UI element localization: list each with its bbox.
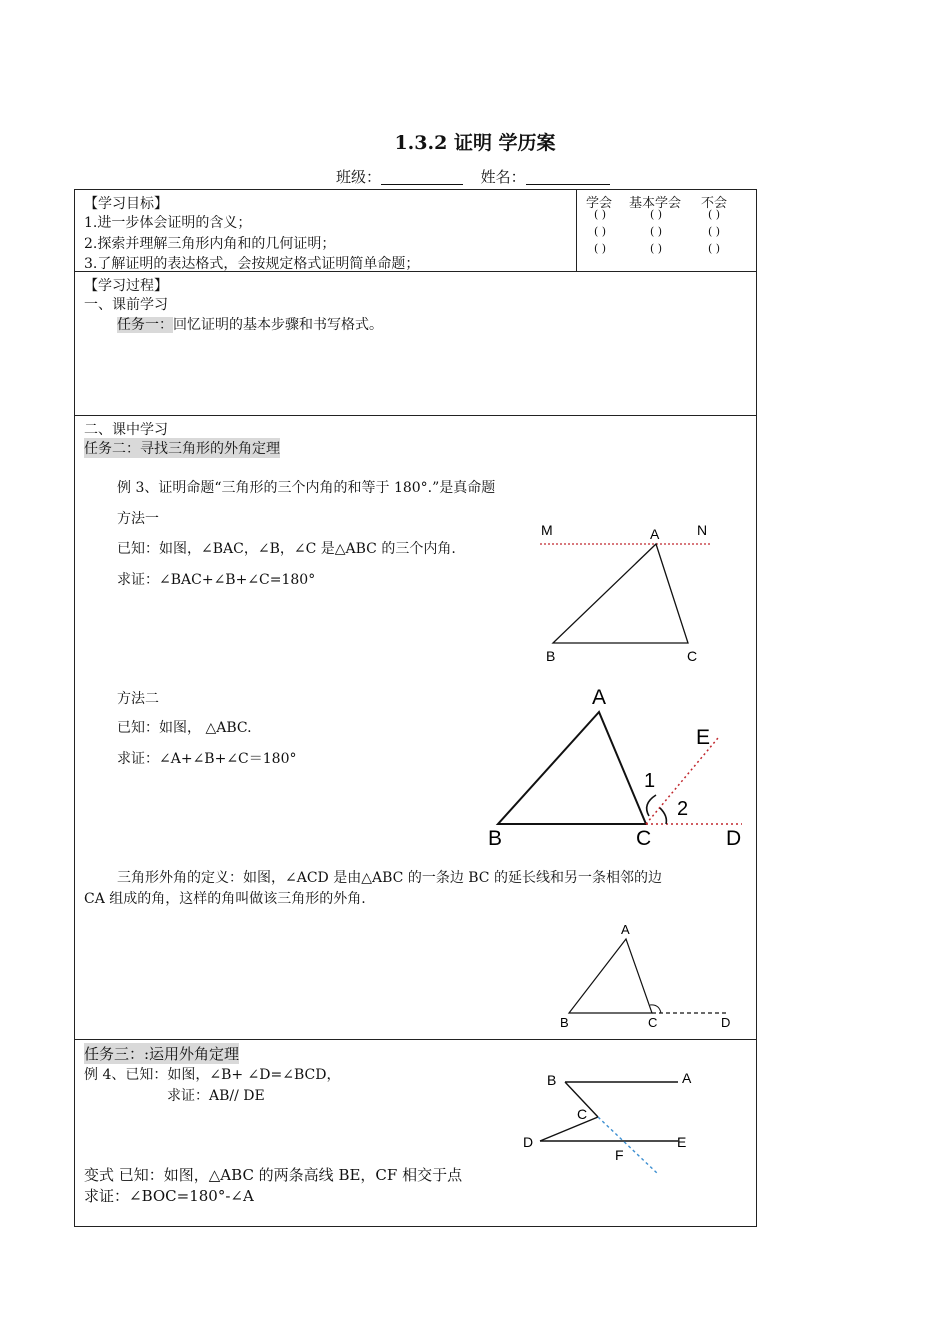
figure-exterior-angle [553,918,743,1033]
row-divider-3 [74,1039,757,1040]
assess-checkbox[interactable]: ( ) [708,208,721,221]
row-divider-2 [74,415,757,416]
example4-prove: 求证：AB// DE [167,1088,265,1104]
label-angle-1: 1 [644,770,656,792]
method1-prove: 求证：∠BAC+∠B+∠C=180° [117,572,316,588]
label-e: E [677,1134,687,1150]
assess-header-learned: 学会 [586,196,613,211]
label-c: C [636,827,652,850]
method2-prove: 求证：∠A+∠B+∠C＝180° [117,751,297,767]
variant-given: 变式 已知：如图，△ABC 的两条高线 BE，CF 相交于点 [84,1166,463,1184]
exterior-angle-definition-1: 三角形外角的定义：如图，∠ACD 是由△ABC 的一条边 BC 的延长线和另一条相邻的边 [117,870,662,886]
goal-item-1: 1.进一步体会证明的含义； [84,215,252,231]
triangle-abc [553,544,688,643]
goals-divider [576,189,577,271]
figure-parallel-lines [518,1066,698,1181]
exterior-angle-definition-2: CA 组成的角，这样的角叫做该三角形的外角. [84,891,366,907]
label-b: B [560,1015,569,1030]
task2-title: 任务二：寻找三角形的外角定理 [84,438,280,458]
method2-given: 已知：如图， △ABC. [117,720,252,736]
assess-header-mostly: 基本学会 [629,196,682,211]
label-b: B [546,648,556,664]
assess-checkbox[interactable]: ( ) [594,242,607,255]
assess-checkbox[interactable]: ( ) [594,225,607,238]
pre-class-section: 一、课前学习 [84,297,168,313]
angle-1-arc [647,795,656,816]
student-info-line [336,166,610,187]
name-blank[interactable] [526,168,610,185]
triangle-abc [498,712,646,824]
label-e: E [696,726,711,749]
name-label: 姓名： [480,168,526,186]
in-class-section: 二、课中学习 [84,422,168,438]
assess-checkbox[interactable]: ( ) [708,242,721,255]
label-a: A [592,686,607,709]
task1-line [117,314,383,334]
label-c: C [577,1106,588,1122]
goal-item-3: 3.了解证明的表达格式，会按规定格式证明简单命题； [84,256,420,272]
example4-given: 例 4、已知：如图，∠B+ ∠D=∠BCD， [84,1067,341,1083]
goal-item-2: 2.探索并理解三角形内角和的几何证明； [84,236,336,252]
assess-checkbox[interactable]: ( ) [708,225,721,238]
variant-prove: 求证：∠BOC=180°-∠A [84,1187,254,1205]
label-d: D [523,1134,534,1150]
method2-title: 方法二 [117,691,159,707]
task1-text: 回忆证明的基本步骤和书写格式。 [173,317,383,333]
label-angle-2: 2 [677,798,689,820]
class-blank[interactable] [381,168,463,185]
extension-cf [598,1117,658,1174]
label-m: M [541,522,553,538]
example3-statement: 例 3、证明命题“三角形的三个内角的和等于 180°.”是真命题 [117,480,496,496]
figure-triangle-parallel-line [530,515,730,670]
assess-header-not: 不会 [701,196,728,211]
label-f: F [615,1147,624,1163]
assess-checkbox[interactable]: ( ) [650,208,663,221]
task1-label: 任务一： [117,317,173,333]
angle-2-arc [660,808,666,824]
assess-checkbox[interactable]: ( ) [650,225,663,238]
goals-heading: 【学习目标】 [84,196,168,212]
segment-cd [540,1117,598,1141]
label-d: D [721,1015,731,1030]
page-title: 1.3.2 证明 学历案 [394,132,556,154]
task3-title: 任务三：:运用外角定理 [84,1045,240,1063]
assess-checkbox[interactable]: ( ) [594,208,607,221]
label-b: B [547,1072,557,1088]
triangle-abc [569,939,652,1013]
label-n: N [697,522,708,538]
figure-triangle-exterior-ray [480,680,750,852]
process-heading: 【学习过程】 [84,278,168,294]
assess-checkbox[interactable]: ( ) [650,242,663,255]
method1-given: 已知：如图，∠BAC，∠B，∠C 是△ABC 的三个内角. [117,541,456,557]
label-a: A [682,1070,692,1086]
method1-title: 方法一 [117,511,159,527]
class-label: 班级： [336,168,382,186]
label-c: C [648,1015,658,1030]
label-a: A [621,922,630,937]
label-a: A [650,526,660,542]
label-b: B [488,827,503,850]
label-d: D [726,827,742,850]
label-c: C [687,648,698,664]
